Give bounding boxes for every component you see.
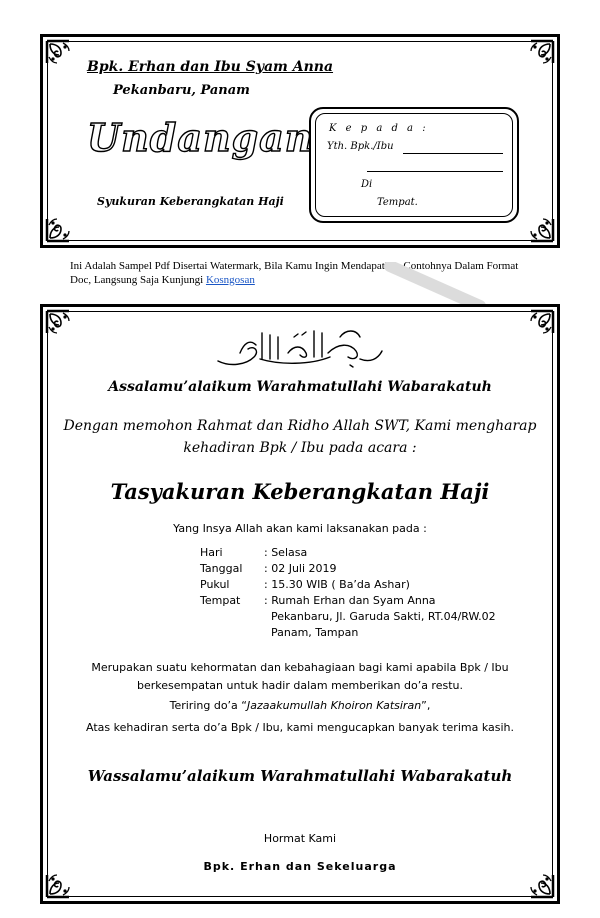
wish-italic: Jazaakumullah Khoiron Katsiran (246, 699, 422, 712)
event-details (200, 545, 496, 641)
sample-note-text: Ini Adalah Sampel Pdf Disertai Watermark, Bila Kamu Ingin Mendapatkan Contohnya Dalam Format Doc, Langsung Saja Kunjungi (70, 260, 519, 286)
event-title: Tasyakuran Keberangkatan Haji (110, 479, 490, 504)
host-names: Bpk. Erhan dan Ibu Syam Anna (87, 59, 334, 75)
detail-value: Panam, Tampan (264, 626, 359, 639)
detail-value: : Selasa (264, 546, 308, 559)
detail-value: : 02 Juli 2019 (264, 562, 337, 575)
regards-text: Hormat Kami (263, 832, 337, 845)
opening-greeting: Assalamu’alaikum Warahmatullahi Wabarakatuh (108, 379, 492, 395)
honor-paragraph (43, 659, 557, 695)
bismillah-icon (210, 323, 390, 373)
detail-row (200, 577, 496, 593)
host-city: Pekanbaru, Panam (113, 83, 250, 98)
detail-row (200, 545, 496, 561)
corner-ornament-icon (45, 39, 71, 65)
thanks-text: Atas kehadiran serta do’a Bpk / Ibu, kami mengucapkan banyak terima kasih. (86, 721, 514, 734)
address-line (403, 153, 503, 154)
invitation-card (40, 304, 560, 904)
address-recipient: Yth. Bpk./Ibu (327, 141, 394, 152)
schedule-lead: Yang Insya Allah akan kami laksanakan pada : (173, 522, 427, 535)
prayer-wish (43, 699, 557, 712)
wish-prefix: Teriring do’a “ (169, 699, 247, 712)
address-di: Di (361, 179, 373, 190)
detail-label (200, 625, 264, 641)
envelope-card (40, 34, 560, 248)
corner-ornament-icon (529, 217, 555, 243)
detail-label: Pukul (200, 578, 230, 591)
corner-ornament-icon (529, 873, 555, 899)
detail-label: Tanggal (200, 562, 243, 575)
address-to: K e p a d a : (329, 123, 429, 134)
intro-line: kehadiran Bpk / Ibu pada acara : (183, 440, 417, 456)
corner-ornament-icon (45, 873, 71, 899)
signature: Bpk. Erhan dan Sekeluarga (203, 860, 397, 873)
detail-value: : 15.30 WIB ( Ba’da Ashar) (264, 578, 410, 591)
detail-value: : Rumah Erhan dan Syam Anna (264, 594, 436, 607)
address-tempat: Tempat. (377, 197, 418, 208)
bismillah-calligraphy (43, 323, 557, 377)
intro-text (43, 415, 557, 459)
detail-row (200, 593, 496, 609)
address-box (309, 107, 519, 223)
kosngosan-link[interactable]: Kosngosan (205, 274, 255, 286)
honor-line: berkesempatan untuk hadir dalam memberikan do’a restu. (137, 679, 463, 692)
detail-label (200, 609, 264, 625)
corner-ornament-icon (45, 217, 71, 243)
wish-suffix: ”, (421, 699, 431, 712)
detail-row (200, 561, 496, 577)
detail-value: Pekanbaru, Jl. Garuda Sakti, RT.04/RW.02 (264, 610, 496, 623)
closing-greeting: Wassalamu’alaikum Warahmatullahi Wabarakatuh (87, 767, 513, 785)
detail-label: Tempat (200, 594, 241, 607)
detail-row (200, 609, 496, 625)
address-line (367, 171, 503, 172)
detail-label: Hari (200, 546, 223, 559)
sample-note (70, 259, 530, 287)
corner-ornament-icon (529, 39, 555, 65)
envelope-title: Undangan (87, 115, 314, 160)
honor-line: Merupakan suatu kehormatan dan kebahagiaan bagi kami apabila Bpk / Ibu (91, 661, 509, 674)
intro-line: Dengan memohon Rahmat dan Ridho Allah SWT, Kami mengharap (63, 418, 537, 434)
envelope-subtitle: Syukuran Keberangkatan Haji (97, 195, 284, 208)
detail-row (200, 625, 496, 641)
